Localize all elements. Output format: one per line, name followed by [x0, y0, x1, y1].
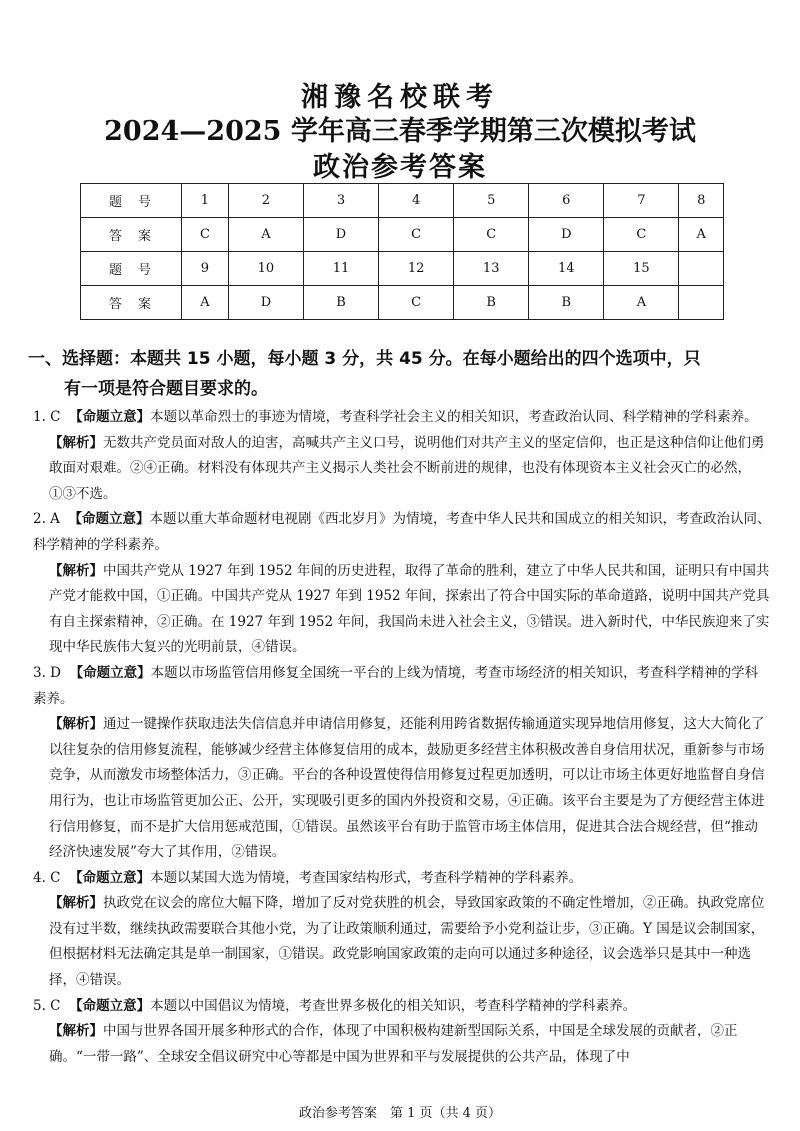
answer-head: 1. C	[33, 409, 61, 425]
answer-head: 4. C	[33, 869, 61, 886]
table-cell: A	[604, 286, 679, 320]
answer-item-4	[33, 866, 771, 892]
table-cell: 3	[303, 184, 378, 218]
table-cell: B	[454, 286, 529, 320]
table-cell: 9	[182, 252, 229, 286]
intent-text: 本题以中国倡议为情境，考查世界多极化的相关知识，考查科学精神的学科素养。	[150, 997, 637, 1014]
answer-item-1	[33, 405, 771, 431]
table-cell: A	[679, 218, 724, 252]
table-row	[81, 286, 724, 320]
intent-tag: 【命题立意】	[68, 511, 150, 528]
section-heading-line1: 一、选择题：本题共 15 小题，每小题 3 分，共 45 分。在每小题给出的四个选项中，只	[28, 349, 701, 369]
table-cell: D	[303, 218, 378, 252]
table-cell: 2	[228, 184, 303, 218]
analysis-text: 中国共产党从 1927 年到 1952 年间的历史进程，取得了革命的胜利，建立了中华人民共和国，证明只有中国共产党才能救中国，①正确。中国共产党从 1927 年到 1952 年间，探索出了符合中国实际的革命道路，说明中国共产党具有自主探索精神，②正确。在 1927 年到 1952 年间，我国尚未进入社会主义，③错误。进入新时代，中华民族迎来了实现中华民族伟大复兴的光明前景，④错误。	[49, 562, 770, 656]
table-cell: 7	[604, 184, 679, 218]
analysis-text: 执政党在议会的席位大幅下降，增加了反对党获胜的机会，导致国家政策的不确定性增加，②正确。执政党席位没有过半数，继续执政需要联合其他小党，为了让政策顺利通过，需要给予小党利益让步，③正确。Y 国是议会制国家，但根据材料无法确定其是单一制国家，①错误。政党影响国家政策的走向可以通过多种途径，议会选举只是其中一种选择，④错误。	[49, 895, 765, 989]
intent-text: 本题以市场监管信用修复全国统一平台的上线为情境，考查市场经济的相关知识，考查科学精神的学科素养。	[33, 664, 759, 707]
section-heading	[28, 344, 773, 404]
intent-text: 本题以某国大选为情境，考查国家结构形式，考查科学精神的学科素养。	[150, 869, 583, 886]
analysis-tag: 【解析】	[49, 1023, 103, 1040]
exam-org-title: 湘豫名校联考	[301, 82, 499, 113]
analysis-paragraph-4	[33, 891, 771, 993]
table-cell: 14	[529, 252, 604, 286]
analysis-text: 中国与世界各国开展多种形式的合作，体现了中国积极构建新型国际关系，中国是全球发展的贡献者，②正确。“一带一路”、全球安全倡议研究中心等都是中国为世界和平与发展提供的公共产品，体现了中	[49, 1023, 738, 1065]
table-row	[81, 252, 724, 286]
table-row	[81, 184, 724, 218]
analysis-paragraph-2	[33, 559, 771, 661]
title-block	[0, 82, 800, 186]
intent-tag: 【命题立意】	[69, 409, 151, 425]
table-cell: D	[228, 286, 303, 320]
analysis-tag: 【解析】	[49, 562, 103, 579]
intent-tag: 【命题立意】	[69, 997, 151, 1014]
table-cell	[679, 252, 724, 286]
answer-label: 答案	[81, 218, 182, 252]
table-cell: 13	[454, 252, 529, 286]
table-cell: C	[379, 286, 454, 320]
table-cell: 6	[529, 184, 604, 218]
answer-item-2	[33, 507, 771, 558]
analysis-text: 通过一键操作获取违法失信信息并申请信用修复，还能利用跨省数据传输通道实现异地信用修复，这大大简化了以往复杂的信用修复流程，能够减少经营主体修复信用的成本，鼓励更多经营主体积极改善自身信用状况，重新参与市场竞争，从而激发市场整体活力，③正确。平台的各种设置使得信用修复过程更加透明，可以让市场主体更好地监督自身信用行为，也让市场监管更加公正、公开，实现吸引更多的国内外投资和交易，④正确。该平台主要是为了方便经营主体进行信用修复，而不是扩大信用惩戒范围，①错误。虽然该平台有助于监管市场主体信用，促进其合法合规经营，但“推动经济快速发展”夸大了其作用，②错误。	[49, 716, 765, 861]
answer-head: 5. C	[33, 997, 61, 1014]
table-cell: B	[529, 286, 604, 320]
question-number-label: 题号	[81, 252, 182, 286]
table-cell: 5	[454, 184, 529, 218]
answer-item-5	[33, 994, 771, 1020]
intent-tag: 【命题立意】	[69, 869, 151, 886]
analysis-text: 无数共产党员面对敌人的迫害，高喊共产主义口号，说明他们对共产主义的坚定信仰，也正是这种信仰让他们勇敢面对艰难。②④正确。材料没有体现共产主义揭示人类社会不断前进的规律，也没有体现资本主义社会灭亡的必然，①③不选。	[49, 434, 765, 502]
table-cell: C	[604, 218, 679, 252]
answer-item-3	[33, 661, 771, 712]
analysis-tag: 【解析】	[49, 434, 103, 451]
table-cell: 4	[379, 184, 454, 218]
intent-text: 本题以重大革命题材电视剧《西北岁月》为情境，考查中华人民共和国成立的相关知识，考查政治认同、科学精神的学科素养。	[33, 511, 771, 553]
table-cell: C	[379, 218, 454, 252]
table-cell: 11	[303, 252, 378, 286]
analysis-tag: 【解析】	[49, 716, 103, 733]
answer-head: 2. A	[33, 511, 60, 528]
table-cell: B	[303, 286, 378, 320]
answer-key-title: 政治参考答案	[313, 152, 487, 183]
exam-name-title: 2024—2025 学年高三春季学期第三次模拟考试	[104, 116, 696, 147]
table-cell: D	[529, 218, 604, 252]
analysis-paragraph-1	[33, 431, 771, 508]
table-cell: 12	[379, 252, 454, 286]
intent-tag: 【命题立意】	[69, 664, 151, 681]
table-cell: 10	[228, 252, 303, 286]
answer-head: 3. D	[33, 664, 61, 681]
table-cell: A	[182, 286, 229, 320]
table-cell	[679, 286, 724, 320]
table-cell: 1	[182, 184, 229, 218]
table-cell: 8	[679, 184, 724, 218]
analysis-paragraph-5	[33, 1019, 771, 1070]
analysis-tag: 【解析】	[49, 895, 103, 912]
page-footer: 政治参考答案 第 1 页（共 4 页）	[298, 1106, 502, 1121]
answer-label: 答案	[81, 286, 182, 320]
table-row	[81, 218, 724, 252]
table-cell: 15	[604, 252, 679, 286]
answer-table	[80, 183, 724, 320]
section-heading-line2: 有一项是符合题目要求的。	[64, 379, 268, 399]
table-cell: C	[182, 218, 229, 252]
answer-explanations	[33, 405, 771, 1070]
table-cell: A	[228, 218, 303, 252]
analysis-paragraph-3	[33, 712, 771, 866]
intent-text: 本题以革命烈士的事迹为情境，考查科学社会主义的相关知识，考查政治认同、科学精神的学科素养。	[150, 409, 758, 425]
table-cell: C	[454, 218, 529, 252]
question-number-label: 题号	[81, 184, 182, 218]
